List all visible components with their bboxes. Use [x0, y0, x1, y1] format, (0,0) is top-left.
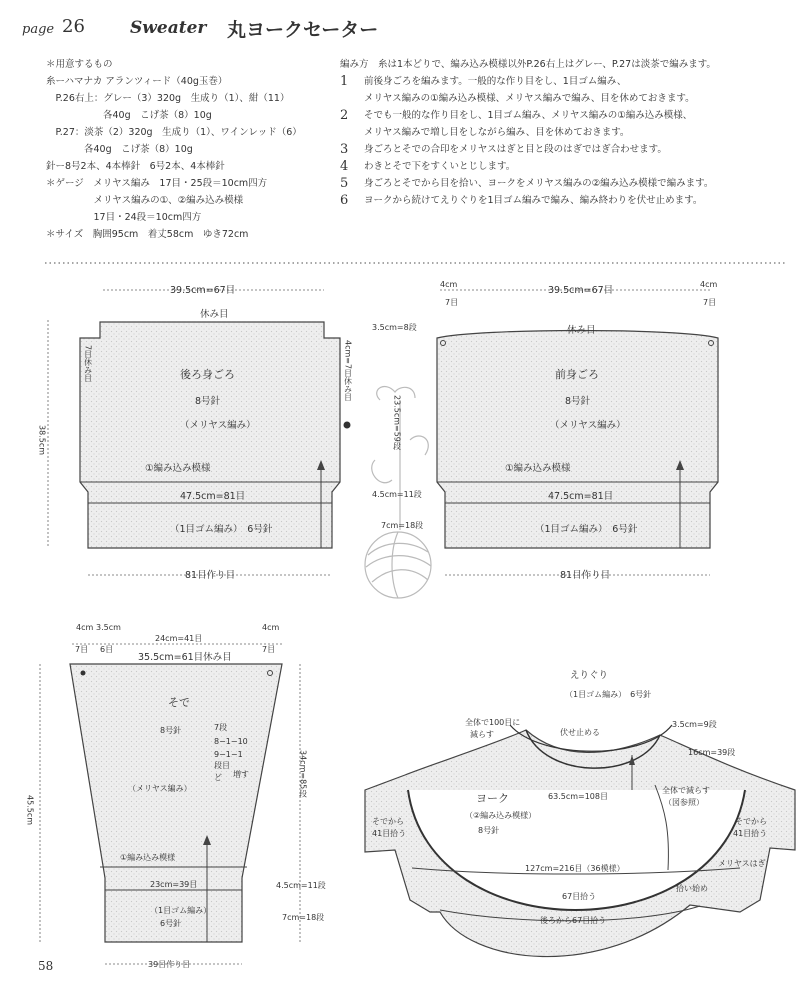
- materials-line: 各40g こげ茶（8）10g: [46, 144, 193, 155]
- page-label: page: [22, 22, 55, 37]
- yoke-pick-left-1: そでから: [372, 817, 404, 826]
- step-text: ヨークから続けてえりぐりを1目ゴム編みで編み、編み終わりを伏せ止めます。: [364, 195, 703, 206]
- back-pattern: ①編み込み模様: [145, 463, 211, 474]
- step-text: そでも一般的な作り目をし、1目ゴム編み、メリヤス編みの①編み込み模様、: [364, 110, 693, 121]
- sleeve-stitch-1: 7目: [75, 645, 89, 654]
- back-top-width: 39.5cm=67目: [170, 285, 236, 296]
- step-text: わきとそで下をすくいとじします。: [364, 161, 516, 172]
- materials-line: ＊ゲージ メリヤス編み 17目・25段＝10cm四方: [46, 178, 268, 189]
- yoke-pattern: （②編み込み模様）: [465, 811, 537, 820]
- yoke-rows-1: 3.5cm=9段: [672, 720, 717, 729]
- sleeve-inc-3: 9−1−1: [214, 750, 243, 759]
- sleeve-rib-needle: 6号針: [160, 919, 182, 928]
- back-left-rest: 7目休み目: [83, 345, 93, 383]
- yoke-circumference: 63.5cm=108目: [548, 792, 608, 801]
- step-text: メリヤス編みで増し目をしながら編み、目を休めておきます。: [364, 127, 630, 138]
- sleeve-rib-rows: 7cm=18段: [282, 913, 325, 922]
- step-text: 前後身ごろを編みます。一般的な作り目をし、1目ゴム編み、: [364, 76, 627, 87]
- sleeve-dim-1: 4cm: [76, 623, 94, 632]
- sleeve-cuff: 23cm=39目: [150, 880, 198, 889]
- back-title: 後ろ身ごろ: [180, 368, 235, 381]
- sleeve-cast-on: 39目作り目: [148, 960, 191, 969]
- back-height: 38.5cm: [37, 425, 47, 456]
- front-right-small-stitches: 7目: [703, 298, 717, 307]
- sleeve-top: 35.5cm=61目休み目: [138, 652, 232, 663]
- sleeve-pattern-rows: 4.5cm=11段: [276, 881, 326, 890]
- sleeve-pattern: ①編み込み模様: [120, 853, 176, 862]
- materials-line: P.26右上：グレー（3）320g 生成り（1）、紺（11）: [46, 93, 290, 104]
- yoke-neckline: えりぐり: [570, 670, 609, 681]
- yoke-bind-off: 伏せ止める: [560, 728, 600, 737]
- front-cast-on: 81目作り目: [560, 570, 611, 581]
- front-rest-label: 休み目: [567, 325, 596, 336]
- sleeve-inc-5: 増す: [233, 770, 249, 779]
- sleeve-inc-2: 8−1−10: [214, 737, 248, 746]
- sleeve-dim-3: 24cm=41目: [155, 634, 203, 643]
- sleeve-dim-4: 4cm: [262, 623, 280, 632]
- back-rest-label: 休み目: [200, 309, 229, 320]
- step-number: 2: [340, 108, 349, 123]
- yoke-neck-rib: （1目ゴム編み） 6号針: [565, 690, 652, 699]
- step-number: 4: [340, 159, 349, 174]
- sleeve-inc-1: 7段: [214, 723, 228, 732]
- materials-line: P.27：淡茶（2）320g 生成り（1）、ワインレッド（6）: [46, 127, 302, 138]
- middle-top-rows: 3.5cm=8段: [372, 323, 417, 332]
- front-top-width: 39.5cm=67目: [548, 285, 614, 296]
- front-stitch: （メリヤス編み）: [550, 420, 626, 431]
- back-hem-width: 47.5cm=81目: [180, 491, 246, 502]
- title-japanese: 丸ヨークセーター: [227, 19, 379, 41]
- materials-line: 針ー8号2本、4本棒針 6号2本、4本棒針: [46, 161, 225, 172]
- yoke-front-pick: 67目拾う: [562, 892, 597, 901]
- back-right-rest: 4cm=7目休み目: [343, 340, 353, 402]
- yoke-dec-note-1: 全体で減らす: [662, 786, 710, 795]
- sleeve-upper-rows: 34cm=85段: [298, 750, 308, 798]
- sleeve-panel: [40, 644, 300, 964]
- yoke-needle: 8号針: [478, 826, 500, 835]
- step-text: メリヤス編みの①編み込み模様、メリヤス編みで編み、目を休めておきます。: [364, 93, 695, 104]
- middle-rib-rows: 7cm=18段: [381, 521, 424, 530]
- front-left-small: 4cm: [440, 280, 458, 289]
- sleeve-stitch-2: 6目: [100, 645, 114, 654]
- sleeve-inc-4: 段目: [214, 761, 230, 770]
- front-ribbing: （1目ゴム編み） 6号針: [535, 524, 638, 535]
- sleeve-inc-6: ど: [214, 773, 222, 782]
- page-number-footer: 58: [38, 959, 54, 973]
- step-number: 3: [340, 142, 349, 157]
- front-needle: 8号針: [565, 396, 591, 407]
- yoke-start: 拾い始め: [676, 884, 708, 893]
- sleeve-stitch-type: （メリヤス編み）: [128, 784, 192, 793]
- yoke-pick-left-2: 41目拾う: [372, 829, 407, 838]
- back-needle: 8号針: [195, 396, 221, 407]
- yoke-bottom: 127cm=216目（36模様）: [525, 864, 625, 873]
- materials-line: ＊用意するもの: [46, 59, 113, 70]
- front-pattern: ①編み込み模様: [505, 463, 571, 474]
- materials-line: ＊サイズ 胸囲95cm 着丈58cm ゆき72cm: [46, 229, 249, 240]
- title-english: Sweater: [130, 18, 207, 38]
- yoke-back-pick: 後ろから67目拾う: [540, 916, 607, 925]
- sleeve-ribbing: （1目ゴム編み）: [150, 906, 212, 915]
- step-number: 1: [340, 74, 349, 89]
- step-text: 身ごろとそでから目を拾い、ヨークをメリヤス編みの②編み込み模様で編みます。: [364, 178, 714, 189]
- yoke-dec-total-1: 全体で100目に: [465, 718, 521, 727]
- front-left-small-stitches: 7目: [445, 298, 459, 307]
- back-ribbing: （1目ゴム編み） 6号針: [170, 524, 273, 535]
- sleeve-needle: 8号針: [160, 726, 182, 735]
- yoke-graft: メリヤスはぎ: [718, 859, 766, 868]
- materials-line: 糸ーハマナカ アランツィード（40g玉巻）: [46, 76, 228, 87]
- front-right-small: 4cm: [700, 280, 718, 289]
- sleeve-height: 45.5cm: [25, 795, 35, 826]
- front-title: 前身ごろ: [555, 368, 599, 381]
- step-number: 5: [340, 176, 349, 191]
- materials-line: 各40g こげ茶（8）10g: [46, 110, 212, 121]
- step-text: 身ごろとそでの合印をメリヤスはぎと目と段のはぎではぎ合わせます。: [364, 144, 667, 155]
- yoke-pick-right-1: そでから: [735, 817, 767, 826]
- yoke-dec-note-2: （図参照）: [664, 798, 704, 807]
- yoke-pick-right-2: 41目拾う: [733, 829, 768, 838]
- yoke-dec-total-2: 減らす: [470, 730, 494, 739]
- back-cast-on: 81目作り目: [185, 570, 236, 581]
- sleeve-title: そで: [168, 696, 190, 709]
- page-number-header: 26: [62, 16, 85, 37]
- middle-body-rows: 23.5cm=59段: [392, 395, 402, 450]
- yoke-rows-2: 16cm=39段: [688, 748, 736, 757]
- back-stitch: （メリヤス編み）: [180, 420, 256, 431]
- yoke-title: ヨーク: [476, 792, 509, 805]
- sleeve-dim-2: 3.5cm: [96, 623, 121, 632]
- sleeve-stitch-3: 7目: [262, 645, 276, 654]
- middle-pattern-rows: 4.5cm=11段: [372, 490, 422, 499]
- materials-line: メリヤス編みの①、②編み込み模様: [46, 195, 244, 206]
- step-number: 6: [340, 193, 349, 208]
- front-hem-width: 47.5cm=81目: [548, 491, 614, 502]
- instructions-lead: 編み方 糸は1本どりで、編み込み模様以外P.26右上はグレー、P.27は淡茶で編みます。: [340, 59, 716, 70]
- materials-line: 17目・24段＝10cm四方: [46, 212, 202, 223]
